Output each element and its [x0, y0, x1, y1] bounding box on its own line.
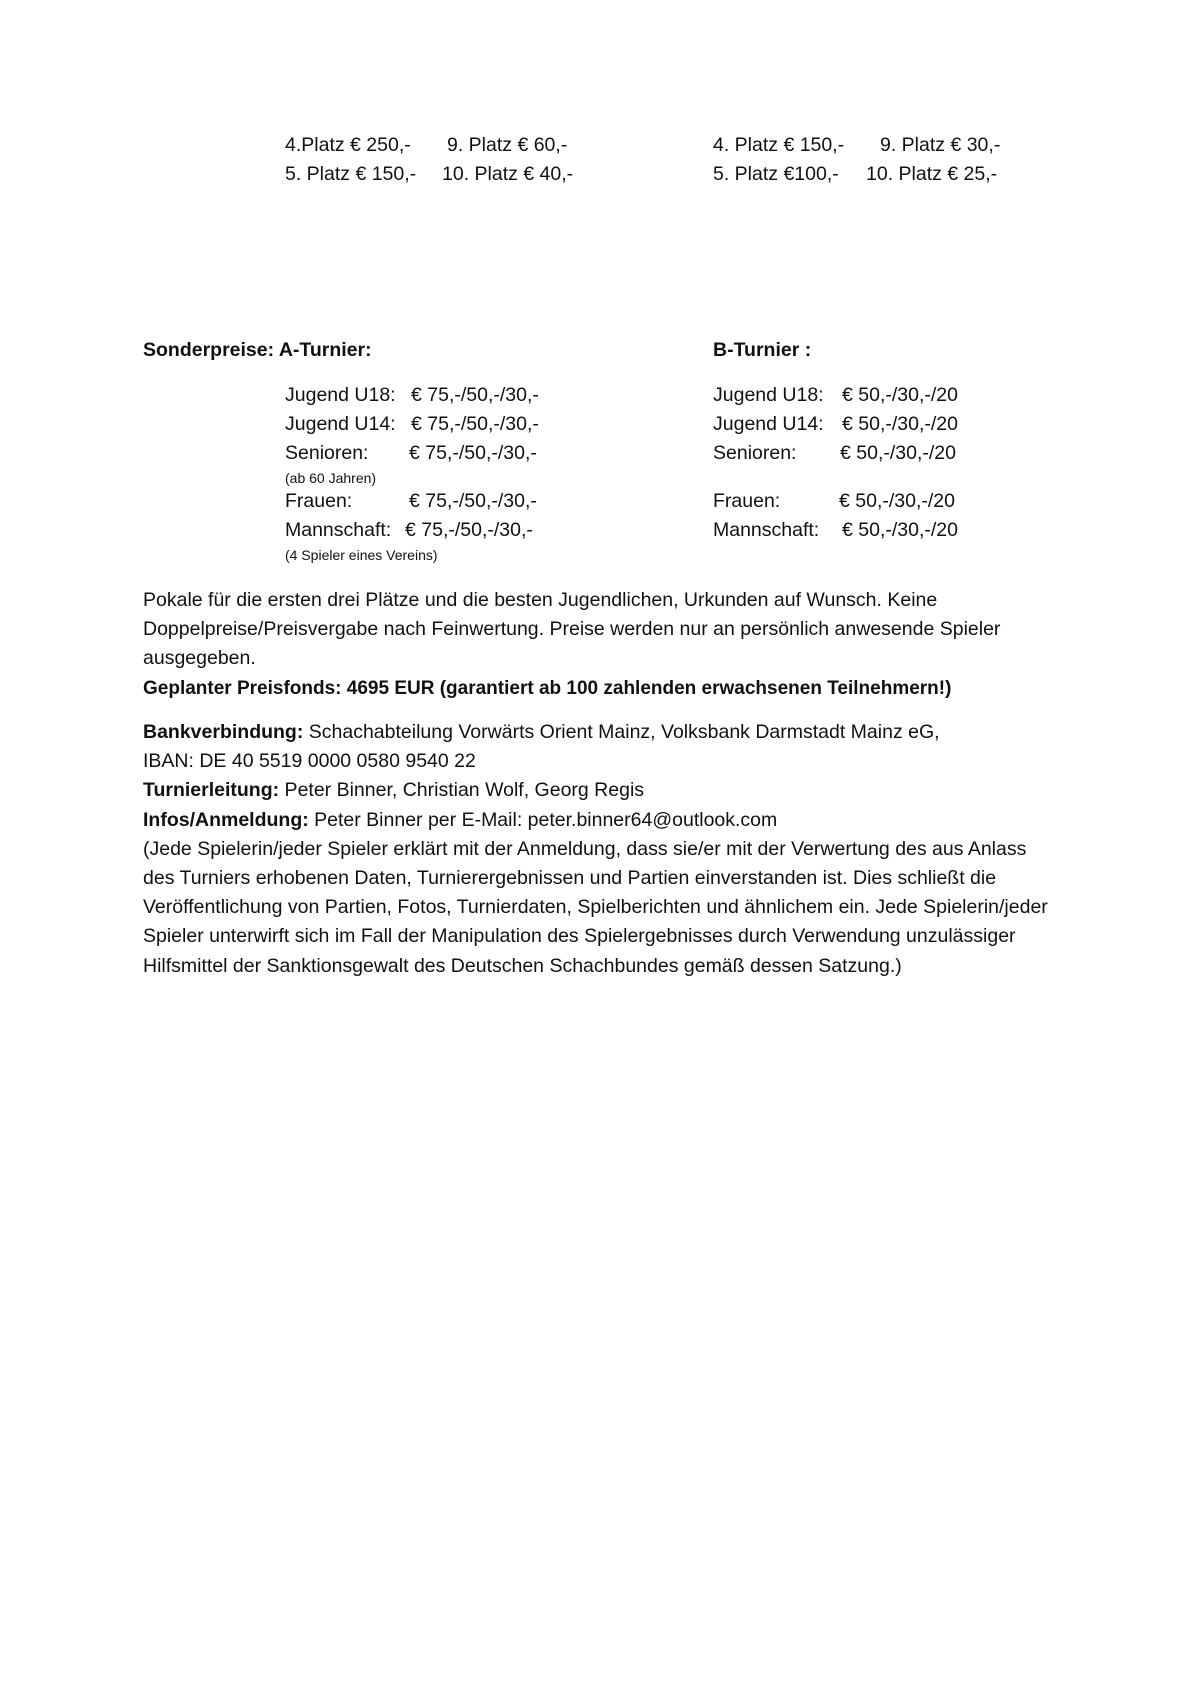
place-row	[285, 160, 573, 189]
special-row	[713, 439, 958, 468]
special-heading-b: B-Turnier :	[713, 339, 812, 361]
bank-text: Schachabteilung Vorwärts Orient Mainz, Volksbank Darmstadt Mainz eG,	[303, 721, 940, 743]
trophies-block	[143, 586, 1053, 703]
special-label: Frauen:	[285, 490, 353, 512]
place-right: 9. Platz € 30,-	[880, 134, 1001, 156]
special-value: € 75,-/50,-/30,-	[409, 442, 537, 464]
trophies-text: Pokale für die ersten drei Plätze und die besten Jugendlichen, Urkunden auf Wunsch. Keine Doppelpreise/Preisvergabe nach Feinwertung. Preise werden nur an persönlich anwesende Spieler ausgegeben.	[143, 589, 1001, 670]
top-places-b	[713, 131, 1000, 189]
place-left: 4. Platz € 150,-	[713, 134, 845, 156]
special-label: Frauen:	[713, 490, 781, 512]
special-label: Jugend U18:	[713, 384, 824, 406]
info-line	[143, 806, 1053, 835]
special-row	[713, 487, 958, 516]
contact-block	[143, 718, 1053, 981]
special-value: € 50,-/30,-/20	[842, 384, 958, 406]
consent-text: (Jede Spielerin/jeder Spieler erklärt mit der Anmeldung, dass sie/er mit der Verwertung des aus Anlass des Turniers erhobenen Daten, Turnierergebnissen und Partien einverstanden ist. Dies schließt die Veröffentlichung von Partien, Fotos, Turnierdaten, Spielberichten und ähnlichem ein. Jede Spielerin/jeder Spieler unterwirft sich im Fall der Manipulation des Spielergebnisses durch Verwendung unzulässiger Hilfsmittel der Sanktionsgewalt des Deutschen Schachbundes gemäß dessen Satzung.)	[143, 837, 1048, 977]
lead-text: Peter Binner, Christian Wolf, Georg Regis	[279, 779, 645, 802]
place-right: 10. Platz € 25,-	[866, 163, 998, 185]
team-note: (4 Spieler eines Vereins)	[285, 547, 438, 563]
bank-label: Bankverbindung:	[143, 721, 304, 743]
special-row	[285, 487, 539, 516]
info-text: Peter Binner per E-Mail:	[308, 808, 528, 831]
special-value: € 50,-/30,-/20	[840, 442, 956, 464]
lead-label: Turnierleitung:	[143, 779, 280, 802]
special-list-b	[713, 381, 958, 545]
bank-line	[143, 718, 1053, 747]
special-row	[713, 381, 958, 410]
special-value: € 75,-/50,-/30,-	[405, 519, 533, 541]
place-right: 10. Platz € 40,-	[442, 163, 574, 185]
special-value: € 75,-/50,-/30,-	[411, 384, 539, 406]
special-value: € 50,-/30,-/20	[839, 490, 955, 512]
place-right: 9. Platz € 60,-	[447, 134, 568, 156]
iban-line: IBAN: DE 40 5519 0000 0580 9540 22	[143, 750, 476, 773]
special-row	[713, 516, 958, 545]
special-list-a	[285, 381, 539, 566]
info-label: Infos/Anmeldung:	[143, 808, 309, 831]
spacer	[713, 468, 958, 489]
special-label: Jugend U18:	[285, 384, 396, 406]
place-row	[713, 131, 1000, 160]
special-label: Senioren:	[285, 442, 369, 464]
special-row	[285, 410, 539, 439]
special-label: Jugend U14:	[713, 413, 824, 435]
special-row	[713, 410, 958, 439]
special-label: Mannschaft:	[285, 519, 392, 541]
seniors-note: (ab 60 Jahren)	[285, 470, 377, 486]
top-places-a	[285, 131, 573, 189]
place-row	[713, 160, 1000, 189]
email-link[interactable]: peter.binner64@outlook.com	[527, 808, 778, 831]
special-value: € 75,-/50,-/30,-	[411, 413, 539, 435]
place-left: 5. Platz € 150,-	[285, 163, 417, 185]
prize-fund: Geplanter Preisfonds: 4695 EUR (garantiert ab 100 zahlenden erwachsenen Teilnehmern!)	[143, 677, 952, 699]
place-left: 4.Platz € 250,-	[285, 134, 411, 156]
special-value: € 50,-/30,-/20	[842, 413, 958, 435]
special-label: Mannschaft:	[713, 519, 820, 541]
special-label: Senioren:	[713, 442, 797, 464]
special-label: Jugend U14:	[285, 413, 396, 435]
special-heading-a: Sonderpreise: A-Turnier:	[143, 339, 372, 361]
place-row	[285, 131, 573, 160]
special-value: € 75,-/50,-/30,-	[409, 490, 537, 512]
special-value: € 50,-/30,-/20	[842, 519, 958, 541]
place-left: 5. Platz €100,-	[713, 163, 839, 185]
lead-line	[143, 776, 1053, 805]
special-row	[285, 439, 539, 468]
special-row	[285, 516, 539, 545]
special-row	[285, 381, 539, 410]
